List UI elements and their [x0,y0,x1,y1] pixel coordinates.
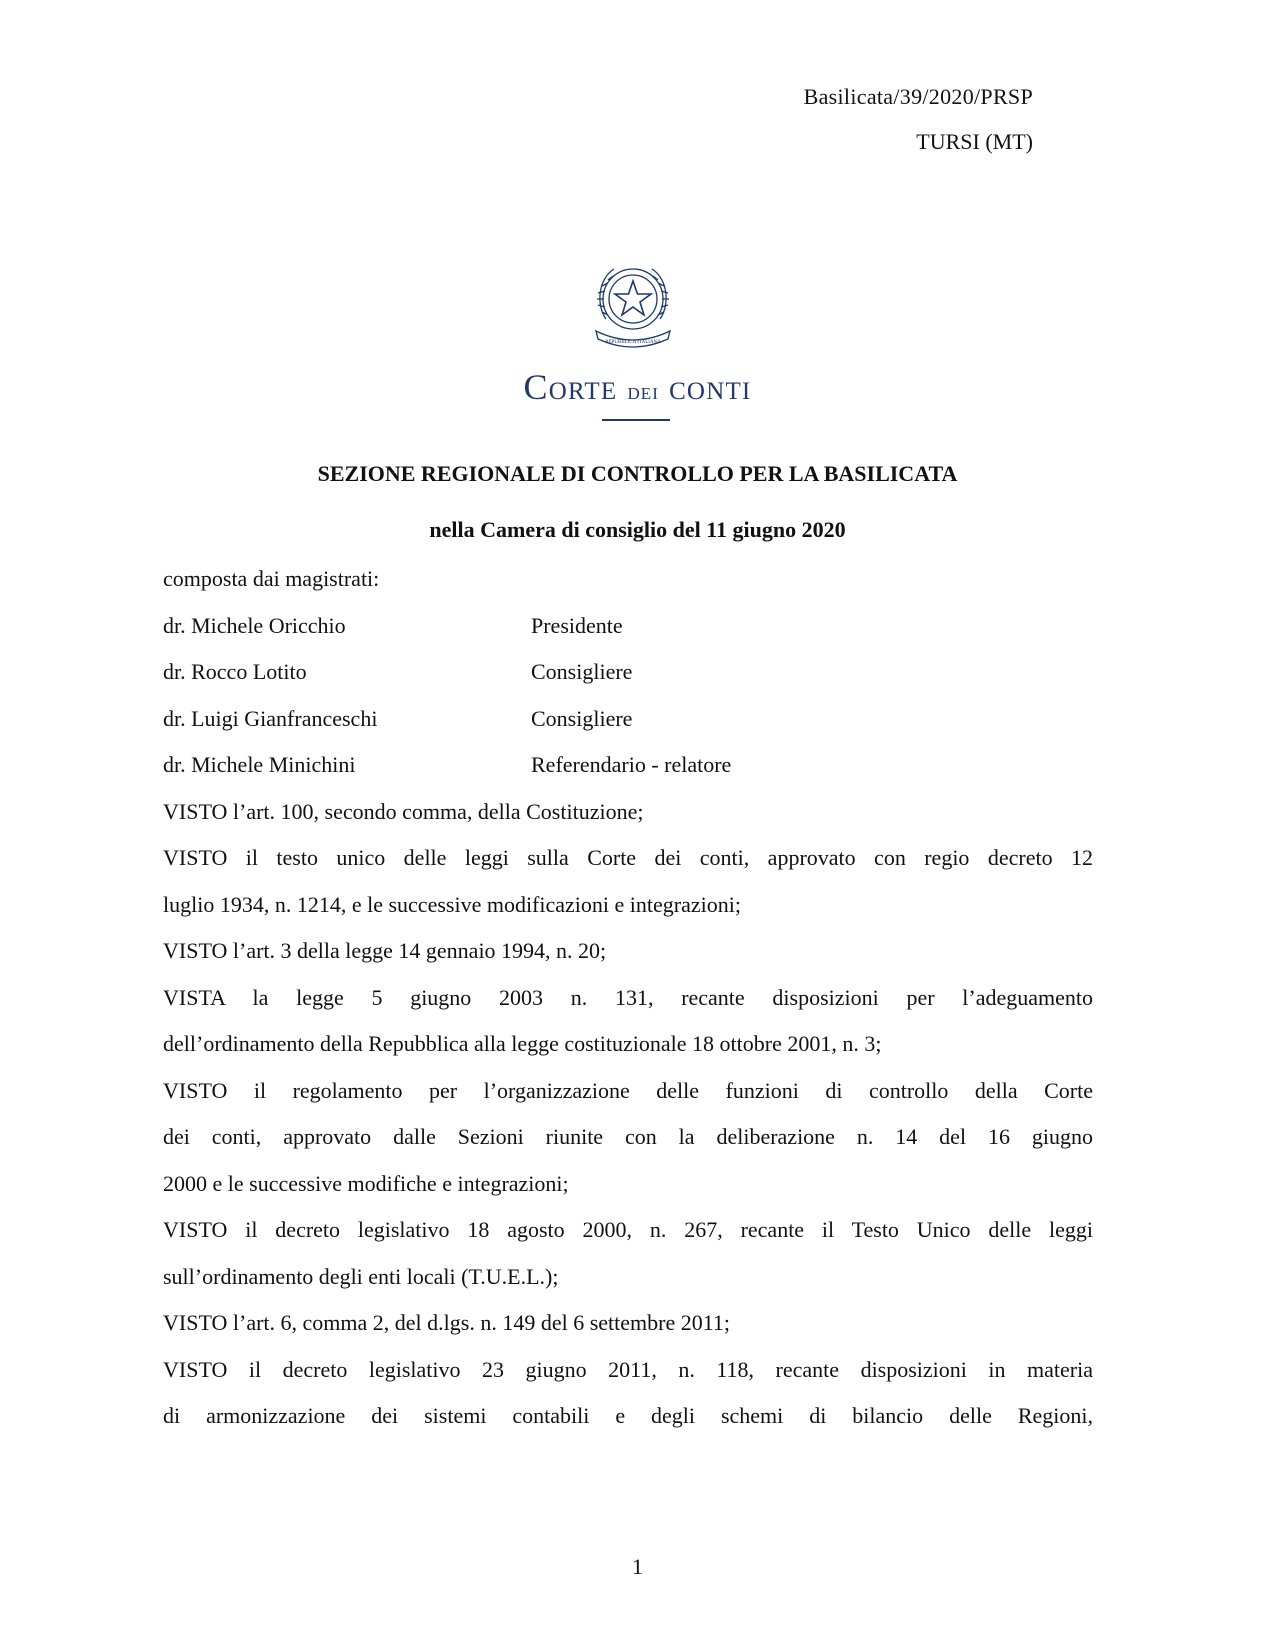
logo-underline [602,419,670,421]
text-line: luglio 1934, n. 1214, e le successive modificazioni e integrazioni; [163,891,741,917]
text-line: VISTO il decreto legislativo 18 agosto 2000, n. 267, recante il Testo Unico delle leggi [163,1217,1093,1242]
magistrate-row [163,742,1093,789]
magistrate-role: Presidente [531,612,623,638]
magistrate-row [163,603,1093,650]
logo-word-corte: Corte [523,367,618,407]
logo-word-dei: dei [627,379,659,405]
logo-word-conti: conti [669,367,752,407]
page-number: 1 [632,1554,643,1579]
magistrate-name: dr. Michele Minichini [163,752,356,777]
emblem-ribbon-text: REPUBBLICA ITALIANA [605,340,661,345]
institution-logo-text [0,367,1275,412]
section-heading: SEZIONE REGIONALE DI CONTROLLO PER LA BASILICATA [317,461,958,486]
text-line: di armonizzazione dei sistemi contabili e degli schemi di bilancio delle Regioni, [163,1403,1093,1428]
text-line: dell’ordinamento della Repubblica alla legge costituzionale 18 ottobre 2001, n. 3; [163,1031,882,1056]
text-line: VISTO l’art. 100, secondo comma, della Costituzione; [163,798,644,824]
document-body [163,556,1093,1440]
text-line: VISTO l’art. 6, comma 2, del d.lgs. n. 149 del 6 settembre 2011; [163,1310,731,1335]
magistrate-name: dr. Luigi Gianfranceschi [163,705,378,731]
document-reference: Basilicata/39/2020/PRSP [803,84,1033,109]
text-line: VISTO l’art. 3 della legge 14 gennaio 1994, n. 20; [163,938,607,963]
magistrate-role: Consigliere [531,705,633,731]
municipality-label: TURSI (MT) [916,129,1033,154]
text-line: VISTO il regolamento per l’organizzazione delle funzioni di controllo della Corte [163,1077,1093,1103]
session-heading: nella Camera di consiglio del 11 giugno 2020 [429,517,846,542]
magistrate-role: Consigliere [531,659,633,684]
magistrate-role: Referendario - relatore [531,752,732,777]
text-line: VISTO il decreto legislativo 23 giugno 2011, n. 118, recante disposizioni in materia [163,1356,1093,1382]
magistrate-name: dr. Rocco Lotito [163,659,307,684]
text-line: VISTA la legge 5 giugno 2003 n. 131, recante disposizioni per l’adeguamento [163,984,1093,1010]
magistrate-name: dr. Michele Oricchio [163,612,346,638]
text-line: VISTO il testo unico delle leggi sulla Corte dei conti, approvato con regio decreto 12 [163,845,1093,870]
composition-intro: composta dai magistrati: [163,566,380,591]
text-line: sull’ordinamento degli enti locali (T.U.E.L.); [163,1263,559,1289]
magistrate-row [163,696,1093,743]
magistrate-row [163,649,1093,696]
text-line: dei conti, approvato dalle Sezioni riunite con la deliberazione n. 14 del 16 giugno [163,1124,1093,1149]
repubblica-italiana-emblem-icon [586,257,680,351]
text-line: 2000 e le successive modifiche e integrazioni; [163,1170,569,1196]
